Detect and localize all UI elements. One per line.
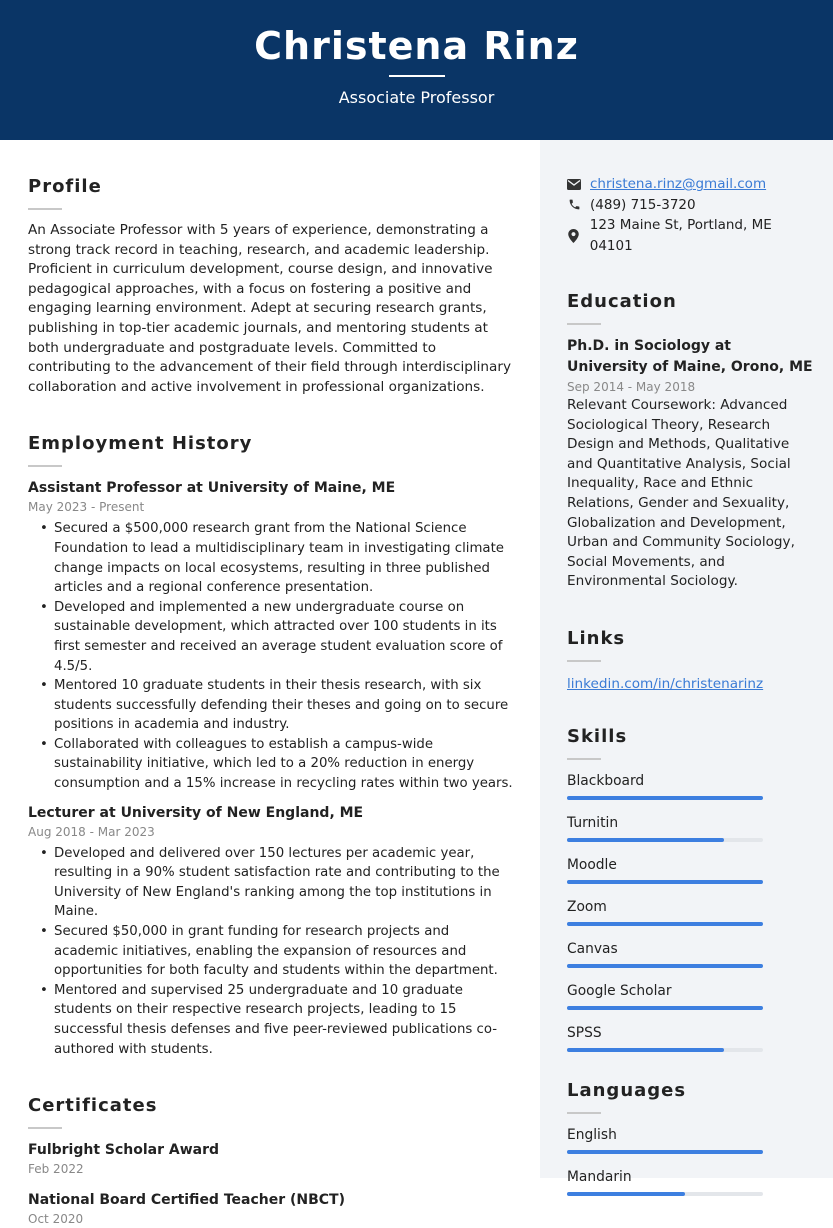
language-level-bar [567,1192,763,1196]
job-title: Lecturer at University of New England, ME [28,804,364,821]
envelope-icon [567,177,581,191]
skill-item [567,855,815,884]
language-item [567,1167,815,1196]
job-entry [28,478,514,793]
job-date: May 2023 - Present [28,500,145,515]
certificates-heading: Certificates [28,1095,158,1117]
linkedin-link[interactable]: linkedin.com/in/christenarinz [567,675,764,692]
skills-heading: Skills [567,725,628,747]
skill-level-bar [567,1006,763,1010]
profile-section [28,176,514,397]
contact-phone-row [567,195,815,216]
section-divider [28,1127,62,1129]
degree-date: Sep 2014 - May 2018 [567,380,696,394]
skill-name: Google Scholar [567,982,672,999]
skill-item [567,1023,815,1052]
skill-level-bar [567,964,763,968]
address: 123 Maine St, Portland, ME 04101 [589,217,772,254]
profile-heading: Profile [28,176,102,197]
contact-email-row [567,174,815,195]
main-column [28,176,514,1228]
skill-level-bar [567,796,763,800]
section-divider [567,758,601,760]
education-heading: Education [567,291,677,312]
list-item: • Collaborated with colleagues to establish a campus-wide sustainability initiative, which led to a 20% reduction in energy consumption and a 15% increase in recycling rates within two years. [28,735,514,794]
job-title: Assistant Professor at University of Maine, ME [28,480,396,497]
employment-heading: Employment History [28,433,253,455]
skill-name: Canvas [567,940,618,957]
degree-title: Ph.D. in Sociology at University of Maine, Orono, ME [567,338,813,375]
languages-heading: Languages [567,1079,687,1101]
certificate-date: Feb 2022 [28,1162,84,1177]
certificate-entry [28,1140,514,1178]
header-divider [389,75,445,77]
skill-item [567,897,815,926]
skill-name: Zoom [567,898,607,915]
language-level-fill [567,1150,763,1154]
job-bullets [28,519,514,793]
certificate-date: Oct 2020 [28,1212,84,1227]
skill-item [567,813,815,842]
language-level-fill [567,1192,685,1196]
list-item: • Mentored 10 graduate students in their thesis research, with six students successfully defending their theses and going on to secure positions in academia and industry. [28,676,514,735]
certificate-title: Fulbright Scholar Award [28,1142,220,1159]
candidate-name: Christena Rinz [254,24,579,68]
section-divider [567,1112,601,1114]
list-item: • Secured $50,000 in grant funding for research projects and academic initiatives, enabling the expansion of resources and opportunities for both faculty and students within the department. [28,922,514,981]
phone-icon [567,198,581,212]
skill-level-fill [567,838,724,842]
education-section [567,291,815,592]
phone-number: (489) 715-3720 [590,196,696,213]
resume-header [0,0,833,140]
map-pin-icon [567,229,581,243]
profile-summary: An Associate Professor with 5 years of experience, demonstrating a strong track record in teaching, research, and academic leadership. Proficient in curriculum development, course design, and innovative pedagogical approaches, with a focus on fostering a positive and engaging learning environment. Adept at securing research grants, publishing in top-tier academic journals, and mentoring students at both undergraduate and postgraduate levels. Committed to contributing to the advancement of their field through interdisciplinary collaboration and active involvement in professional organizations. [28,222,512,395]
contact-address-row [567,215,815,256]
skill-level-fill [567,964,763,968]
links-heading: Links [567,627,626,649]
languages-section [567,1080,815,1196]
sidebar-column [567,174,815,1209]
coursework: Relevant Coursework: Advanced Sociological Theory, Research Design and Methods, Qualitative and Quantitative Analysis, Social Inequality, Race and Ethnic Relations, Gender and Sexuality, Globalization and Development, Urban and Community Sociology, Social Movements, and Environmental Sociology. [567,397,795,590]
skill-name: Blackboard [567,772,645,789]
list-item: • Developed and delivered over 150 lectures per academic year, resulting in a 90% student satisfaction rate and contributing to the University of New England's ranking among the top institutions in Maine. [28,844,514,922]
job-bullets [28,844,514,1060]
skill-name: Moodle [567,856,617,873]
section-divider [567,660,601,662]
skill-item [567,771,815,800]
contact-block [567,174,815,256]
language-name: English [567,1126,617,1143]
certificates-section [28,1095,514,1228]
language-level-bar [567,1150,763,1154]
list-item: • Developed and implemented a new undergraduate course on sustainable development, which attracted over 100 students in its first semester and received an average student evaluation score of 4.5/5. [28,598,514,676]
links-section [567,628,815,692]
skill-level-fill [567,880,763,884]
skill-name: Turnitin [567,814,619,831]
list-item: • Secured a $500,000 research grant from the National Science Foundation to lead a multidisciplinary team in investigating climate change impacts on local ecosystems, resulting in three published articles and a regional conference presentation. [28,519,514,597]
skills-section [567,726,815,1052]
skill-level-fill [567,1006,763,1010]
certificate-entry [28,1190,514,1228]
section-divider [567,323,601,325]
skills-list [567,771,815,1052]
list-item: • Mentored and supervised 25 undergraduate and 10 graduate students on their respective research projects, leading to 15 successful thesis defenses and five peer-reviewed publications co-authored with students. [28,981,514,1059]
skill-level-bar [567,1048,763,1052]
skill-item [567,981,815,1010]
skill-level-bar [567,922,763,926]
skill-level-bar [567,880,763,884]
language-name: Mandarin [567,1168,632,1185]
section-divider [28,465,62,467]
skill-level-fill [567,1048,724,1052]
employment-section [28,433,514,1059]
job-date: Aug 2018 - Mar 2023 [28,824,155,839]
language-item [567,1125,815,1154]
certificate-title: National Board Certified Teacher (NBCT) [28,1192,346,1209]
candidate-title: Associate Professor [338,88,495,107]
skill-level-fill [567,796,763,800]
skill-name: SPSS [567,1024,602,1041]
skill-item [567,939,815,968]
section-divider [28,208,62,210]
skill-level-bar [567,838,763,842]
email-link[interactable]: christena.rinz@gmail.com [590,176,767,192]
job-entry [28,803,514,1060]
skill-level-fill [567,922,763,926]
